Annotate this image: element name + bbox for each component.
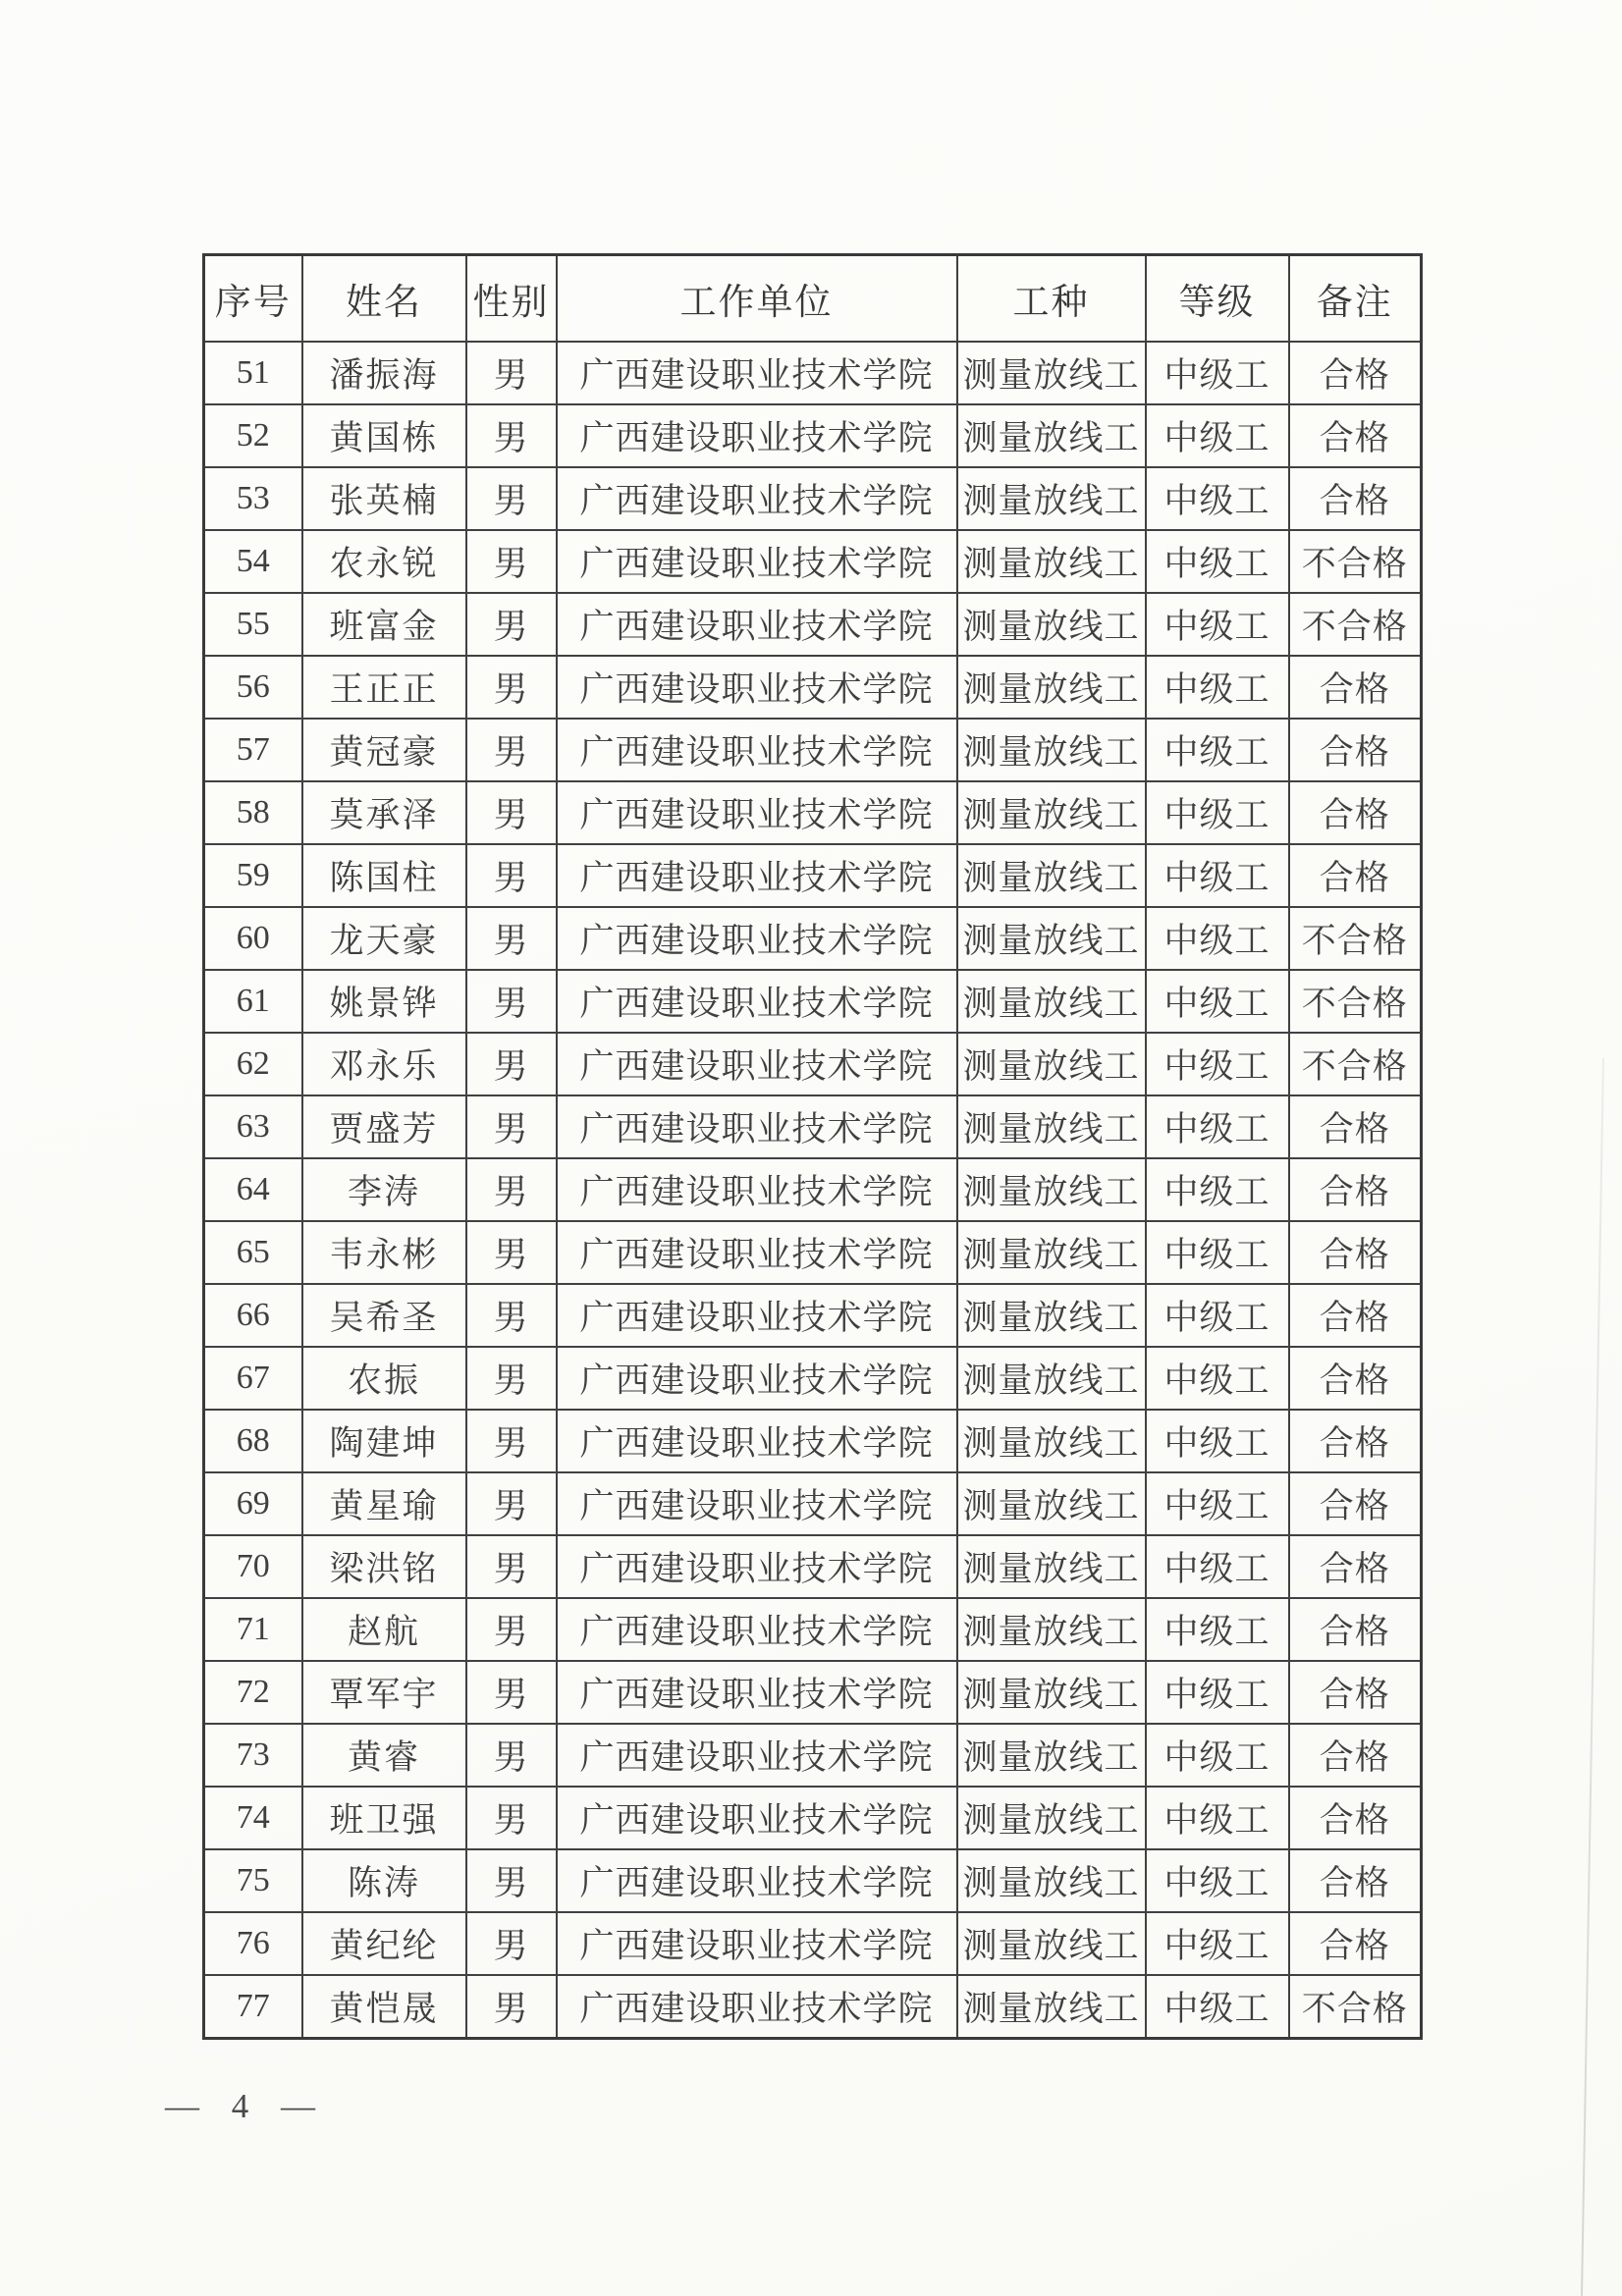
cell-no: 75 [204,1849,302,1912]
cell-gender: 男 [466,467,557,530]
cell-gender: 男 [466,719,557,781]
cell-no: 69 [204,1472,302,1535]
table-row [204,1975,1422,2039]
cell-name: 邓永乐 [302,1033,466,1095]
cell-name: 覃军宇 [302,1661,466,1724]
cell-remark: 不合格 [1289,593,1422,656]
cell-unit: 广西建设职业技术学院 [557,1787,957,1849]
cell-name: 梁洪铭 [302,1535,466,1598]
header-name: 姓名 [302,255,466,343]
table-row [204,1535,1422,1598]
cell-gender: 男 [466,1661,557,1724]
table-row [204,1095,1422,1158]
cell-level: 中级工 [1146,1598,1289,1661]
table-row [204,1849,1422,1912]
cell-trade: 测量放线工 [957,1472,1146,1535]
cell-remark: 合格 [1289,467,1422,530]
cell-level: 中级工 [1146,1787,1289,1849]
cell-no: 53 [204,467,302,530]
cell-name: 李涛 [302,1158,466,1221]
cell-no: 73 [204,1724,302,1787]
header-remark: 备注 [1289,255,1422,343]
cell-unit: 广西建设职业技术学院 [557,1598,957,1661]
table-row [204,970,1422,1033]
cell-remark: 合格 [1289,719,1422,781]
cell-level: 中级工 [1146,1472,1289,1535]
cell-gender: 男 [466,404,557,467]
cell-trade: 测量放线工 [957,530,1146,593]
cell-unit: 广西建设职业技术学院 [557,1975,957,2039]
cell-trade: 测量放线工 [957,1033,1146,1095]
table-row [204,656,1422,719]
cell-gender: 男 [466,342,557,404]
cell-remark: 合格 [1289,1912,1422,1975]
cell-no: 72 [204,1661,302,1724]
cell-no: 58 [204,781,302,844]
cell-unit: 广西建设职业技术学院 [557,404,957,467]
cell-gender: 男 [466,1410,557,1472]
table-row [204,781,1422,844]
cell-remark: 合格 [1289,1095,1422,1158]
cell-unit: 广西建设职业技术学院 [557,1410,957,1472]
cell-unit: 广西建设职业技术学院 [557,1033,957,1095]
cell-level: 中级工 [1146,1975,1289,2039]
cell-gender: 男 [466,1724,557,1787]
cell-remark: 合格 [1289,844,1422,907]
table-row [204,844,1422,907]
cell-gender: 男 [466,1033,557,1095]
cell-no: 74 [204,1787,302,1849]
cell-trade: 测量放线工 [957,1912,1146,1975]
cell-gender: 男 [466,1221,557,1284]
cell-trade: 测量放线工 [957,1598,1146,1661]
cell-name: 陈国柱 [302,844,466,907]
table-row [204,593,1422,656]
cell-unit: 广西建设职业技术学院 [557,781,957,844]
page-number: — 4 — [165,2087,327,2125]
cell-remark: 合格 [1289,1661,1422,1724]
table-row [204,255,1422,343]
table-row [204,1661,1422,1724]
cell-trade: 测量放线工 [957,1410,1146,1472]
cell-trade: 测量放线工 [957,1724,1146,1787]
cell-trade: 测量放线工 [957,907,1146,970]
cell-no: 71 [204,1598,302,1661]
cell-remark: 合格 [1289,1221,1422,1284]
cell-remark: 合格 [1289,404,1422,467]
cell-trade: 测量放线工 [957,1095,1146,1158]
table-row [204,1472,1422,1535]
cell-gender: 男 [466,1975,557,2039]
cell-gender: 男 [466,1284,557,1347]
cell-no: 61 [204,970,302,1033]
cell-trade: 测量放线工 [957,1849,1146,1912]
cell-name: 姚景铧 [302,970,466,1033]
cell-no: 64 [204,1158,302,1221]
cell-trade: 测量放线工 [957,719,1146,781]
scan-edge-artifact [1581,1058,1604,2296]
cell-remark: 合格 [1289,1347,1422,1410]
cell-remark: 合格 [1289,1598,1422,1661]
cell-no: 57 [204,719,302,781]
header-no: 序号 [204,255,302,343]
table-row [204,1912,1422,1975]
cell-gender: 男 [466,781,557,844]
header-level: 等级 [1146,255,1289,343]
cell-unit: 广西建设职业技术学院 [557,1095,957,1158]
cell-gender: 男 [466,844,557,907]
cell-name: 农振 [302,1347,466,1410]
cell-level: 中级工 [1146,1221,1289,1284]
cell-trade: 测量放线工 [957,656,1146,719]
cell-no: 66 [204,1284,302,1347]
cell-level: 中级工 [1146,907,1289,970]
cell-gender: 男 [466,1158,557,1221]
cell-trade: 测量放线工 [957,342,1146,404]
cell-trade: 测量放线工 [957,404,1146,467]
cell-unit: 广西建设职业技术学院 [557,1472,957,1535]
cell-trade: 测量放线工 [957,1661,1146,1724]
cell-unit: 广西建设职业技术学院 [557,719,957,781]
cell-gender: 男 [466,593,557,656]
cell-trade: 测量放线工 [957,970,1146,1033]
cell-trade: 测量放线工 [957,1347,1146,1410]
cell-level: 中级工 [1146,342,1289,404]
cell-no: 60 [204,907,302,970]
cell-name: 陈涛 [302,1849,466,1912]
table-row [204,1347,1422,1410]
cell-no: 51 [204,342,302,404]
cell-name: 莫承泽 [302,781,466,844]
header-trade: 工种 [957,255,1146,343]
cell-trade: 测量放线工 [957,781,1146,844]
cell-gender: 男 [466,1347,557,1410]
cell-trade: 测量放线工 [957,1535,1146,1598]
cell-level: 中级工 [1146,530,1289,593]
table-row [204,1787,1422,1849]
cell-remark: 不合格 [1289,907,1422,970]
cell-no: 65 [204,1221,302,1284]
table-header-row [204,255,1422,343]
table-row [204,1221,1422,1284]
cell-no: 63 [204,1095,302,1158]
table-row [204,1284,1422,1347]
cell-level: 中级工 [1146,1033,1289,1095]
cell-trade: 测量放线工 [957,593,1146,656]
cell-remark: 合格 [1289,656,1422,719]
cell-name: 班富金 [302,593,466,656]
cell-level: 中级工 [1146,781,1289,844]
cell-gender: 男 [466,1849,557,1912]
cell-name: 赵航 [302,1598,466,1661]
qualification-table [202,253,1423,2040]
cell-gender: 男 [466,1787,557,1849]
cell-level: 中级工 [1146,1661,1289,1724]
cell-unit: 广西建设职业技术学院 [557,970,957,1033]
cell-name: 黄国栋 [302,404,466,467]
cell-trade: 测量放线工 [957,844,1146,907]
cell-remark: 合格 [1289,1724,1422,1787]
cell-gender: 男 [466,1535,557,1598]
cell-gender: 男 [466,907,557,970]
cell-unit: 广西建设职业技术学院 [557,656,957,719]
cell-unit: 广西建设职业技术学院 [557,844,957,907]
cell-gender: 男 [466,1598,557,1661]
cell-level: 中级工 [1146,1410,1289,1472]
qualification-table-wrap [202,253,1420,2040]
cell-unit: 广西建设职业技术学院 [557,342,957,404]
cell-trade: 测量放线工 [957,1284,1146,1347]
cell-name: 黄恺晟 [302,1975,466,2039]
cell-trade: 测量放线工 [957,1221,1146,1284]
cell-level: 中级工 [1146,1095,1289,1158]
cell-level: 中级工 [1146,719,1289,781]
table-row [204,467,1422,530]
cell-unit: 广西建设职业技术学院 [557,1724,957,1787]
cell-unit: 广西建设职业技术学院 [557,1158,957,1221]
cell-trade: 测量放线工 [957,1787,1146,1849]
cell-gender: 男 [466,1912,557,1975]
cell-unit: 广西建设职业技术学院 [557,467,957,530]
cell-level: 中级工 [1146,404,1289,467]
cell-gender: 男 [466,1472,557,1535]
cell-name: 黄纪纶 [302,1912,466,1975]
cell-remark: 合格 [1289,781,1422,844]
table-row [204,530,1422,593]
cell-unit: 广西建设职业技术学院 [557,1284,957,1347]
header-unit: 工作单位 [557,255,957,343]
cell-name: 黄冠豪 [302,719,466,781]
cell-remark: 合格 [1289,1535,1422,1598]
cell-no: 62 [204,1033,302,1095]
cell-name: 张英楠 [302,467,466,530]
table-row [204,1158,1422,1221]
table-row [204,404,1422,467]
cell-name: 潘振海 [302,342,466,404]
table-row [204,1033,1422,1095]
cell-level: 中级工 [1146,1347,1289,1410]
table-row [204,342,1422,404]
cell-level: 中级工 [1146,1849,1289,1912]
cell-remark: 合格 [1289,1158,1422,1221]
cell-name: 农永锐 [302,530,466,593]
cell-name: 吴希圣 [302,1284,466,1347]
cell-level: 中级工 [1146,1724,1289,1787]
cell-level: 中级工 [1146,844,1289,907]
table-row [204,719,1422,781]
cell-no: 70 [204,1535,302,1598]
table-row [204,1410,1422,1472]
cell-unit: 广西建设职业技术学院 [557,1221,957,1284]
cell-name: 王正正 [302,656,466,719]
cell-remark: 不合格 [1289,970,1422,1033]
cell-no: 76 [204,1912,302,1975]
cell-unit: 广西建设职业技术学院 [557,1912,957,1975]
cell-level: 中级工 [1146,467,1289,530]
cell-remark: 合格 [1289,1787,1422,1849]
cell-remark: 合格 [1289,342,1422,404]
cell-trade: 测量放线工 [957,1975,1146,2039]
cell-name: 龙天豪 [302,907,466,970]
results-table-body [204,342,1422,2039]
cell-unit: 广西建设职业技术学院 [557,1535,957,1598]
cell-trade: 测量放线工 [957,1158,1146,1221]
cell-remark: 不合格 [1289,1975,1422,2039]
cell-unit: 广西建设职业技术学院 [557,530,957,593]
cell-no: 67 [204,1347,302,1410]
table-row [204,1724,1422,1787]
cell-gender: 男 [466,530,557,593]
cell-unit: 广西建设职业技术学院 [557,1347,957,1410]
cell-remark: 不合格 [1289,1033,1422,1095]
cell-level: 中级工 [1146,593,1289,656]
cell-no: 68 [204,1410,302,1472]
cell-unit: 广西建设职业技术学院 [557,593,957,656]
cell-no: 52 [204,404,302,467]
cell-remark: 合格 [1289,1410,1422,1472]
cell-no: 56 [204,656,302,719]
cell-level: 中级工 [1146,656,1289,719]
cell-gender: 男 [466,1095,557,1158]
cell-level: 中级工 [1146,1284,1289,1347]
cell-level: 中级工 [1146,1158,1289,1221]
cell-no: 59 [204,844,302,907]
cell-remark: 不合格 [1289,530,1422,593]
cell-trade: 测量放线工 [957,467,1146,530]
cell-no: 55 [204,593,302,656]
cell-unit: 广西建设职业技术学院 [557,1661,957,1724]
cell-gender: 男 [466,656,557,719]
cell-name: 班卫强 [302,1787,466,1849]
cell-unit: 广西建设职业技术学院 [557,907,957,970]
cell-unit: 广西建设职业技术学院 [557,1849,957,1912]
cell-remark: 合格 [1289,1284,1422,1347]
cell-gender: 男 [466,970,557,1033]
cell-remark: 合格 [1289,1472,1422,1535]
cell-level: 中级工 [1146,1535,1289,1598]
cell-name: 陶建坤 [302,1410,466,1472]
cell-name: 黄睿 [302,1724,466,1787]
cell-remark: 合格 [1289,1849,1422,1912]
header-gender: 性别 [466,255,557,343]
cell-no: 54 [204,530,302,593]
cell-no: 77 [204,1975,302,2039]
table-row [204,907,1422,970]
cell-name: 韦永彬 [302,1221,466,1284]
cell-level: 中级工 [1146,1912,1289,1975]
cell-name: 黄星瑜 [302,1472,466,1535]
table-row [204,1598,1422,1661]
cell-level: 中级工 [1146,970,1289,1033]
cell-name: 贾盛芳 [302,1095,466,1158]
